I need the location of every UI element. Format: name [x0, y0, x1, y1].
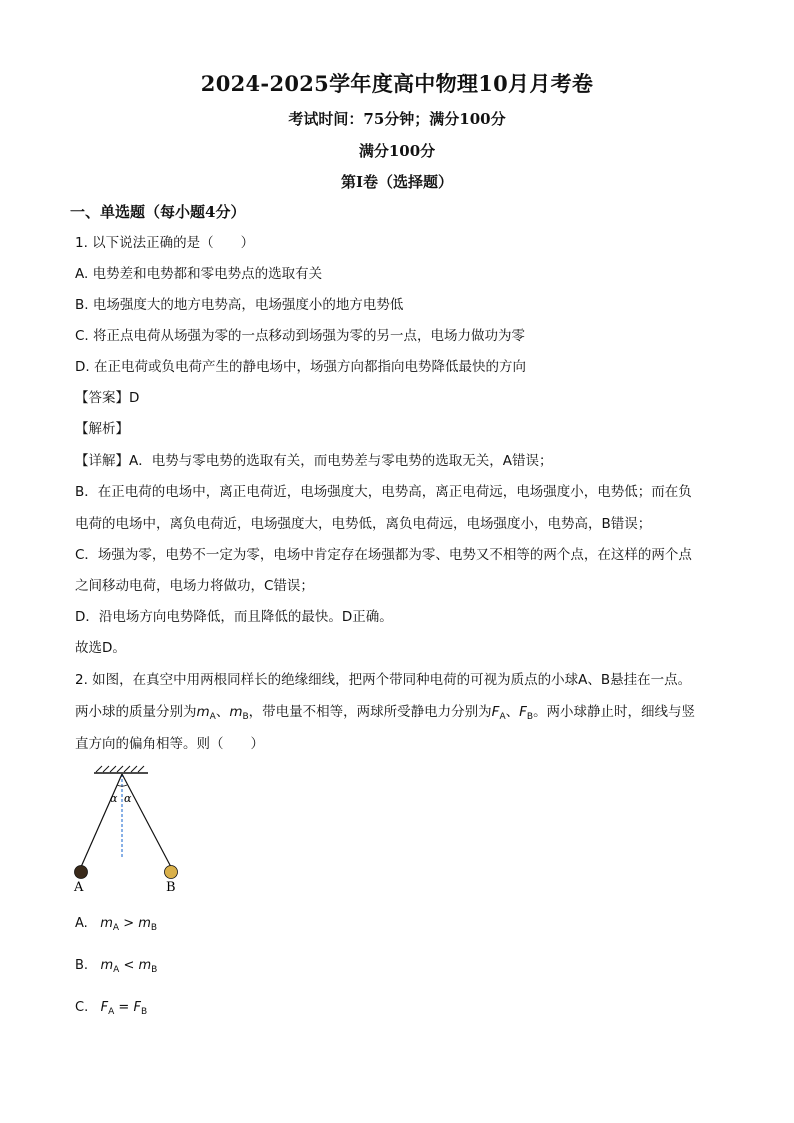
q1-detail-line: B．在正电荷的电场中，离正电荷近，电场强度大，电势高，离正电荷远，电场强度小，电势低；而在负 [75, 484, 692, 500]
exam-info: 考试时间：75分钟；满分100分 [288, 110, 506, 128]
q1-option-a: A. 电势差和电势都和零电势点的选取有关 [75, 266, 323, 282]
q2-option-a: A. $m_A > m_B$ [75, 916, 158, 933]
q1-analysis-label: 【解析】 [75, 421, 129, 437]
volume-title: 第I卷（选择题） [340, 173, 454, 191]
q1-option-b: B. 电场强度大的地方电势高，电场强度小的地方电势低 [75, 297, 404, 313]
q1-detail-line: 【详解】A．电势与零电势的选取有关，而电势差与零电势的选取无关，A错误； [75, 453, 553, 469]
q1-stem: 1. 以下说法正确的是（ ） [75, 235, 255, 251]
angle-label-left: α [110, 792, 118, 805]
q1-detail-line: D．沿电场方向电势降低，而且降低的最快。D正确。 [75, 609, 393, 625]
pendulum-figure [66, 764, 196, 896]
q1-answer: 【答案】D [75, 390, 140, 406]
q2-stem-line3: 直方向的偏角相等。则（ ） [75, 736, 264, 752]
force-symbol: F [519, 704, 527, 720]
ball-a [75, 866, 88, 879]
force-symbol: F [491, 704, 500, 720]
ball-a-label: A [74, 880, 84, 895]
mass-symbol: m [196, 704, 210, 720]
mass-symbol: m [229, 704, 243, 720]
q1-detail-line: C．场强为零，电势不一定为零，电场中肯定存在场强都为零、电势又不相等的两个点，在这样的两个点 [75, 547, 692, 563]
q1-detail-line: 之间移动电荷，电场力将做功，C错误； [75, 578, 314, 594]
q2-option-c: C. $F_A = F_B$ [75, 1000, 148, 1017]
section-heading: 一、单选题（每小题4分） [70, 203, 246, 221]
angle-label-right: α [124, 792, 132, 805]
string-b [122, 774, 171, 867]
q1-option-d: D. 在正电荷或负电荷产生的静电场中，场强方向都指向电势降低最快的方向 [75, 359, 526, 375]
q2-stem-line2: 两小球的质量分别为$m_A$、$m_B$，带电量不相等，两球所受静电力分别为$F_A$、$F_B$。两小球静止时，细线与竖 [75, 704, 696, 722]
q1-detail-line: 故选D。 [75, 640, 126, 656]
exam-title: 2024-2025学年度高中物理10月月考卷 [200, 71, 594, 96]
q2-option-b: B. $m_A < m_B$ [75, 958, 158, 975]
full-score: 满分100分 [358, 142, 436, 160]
q1-detail-line: 电荷的电场中，离负电荷近，电场强度大，电势低，离负电荷远，电场强度小，电势高，B错误； [75, 516, 652, 532]
q1-option-c: C. 将正点电荷从场强为零的一点移动到场强为零的另一点，电场力做功为零 [75, 328, 526, 344]
q2-stem-line1: 2. 如图，在真空中用两根同样长的绝缘细线，把两个带同种电荷的可视为质点的小球A、B悬挂在一点。 [75, 672, 692, 688]
string-a [81, 774, 122, 867]
ceiling-hatching [96, 766, 144, 772]
ball-b-label: B [166, 880, 176, 895]
ball-b [165, 866, 178, 879]
